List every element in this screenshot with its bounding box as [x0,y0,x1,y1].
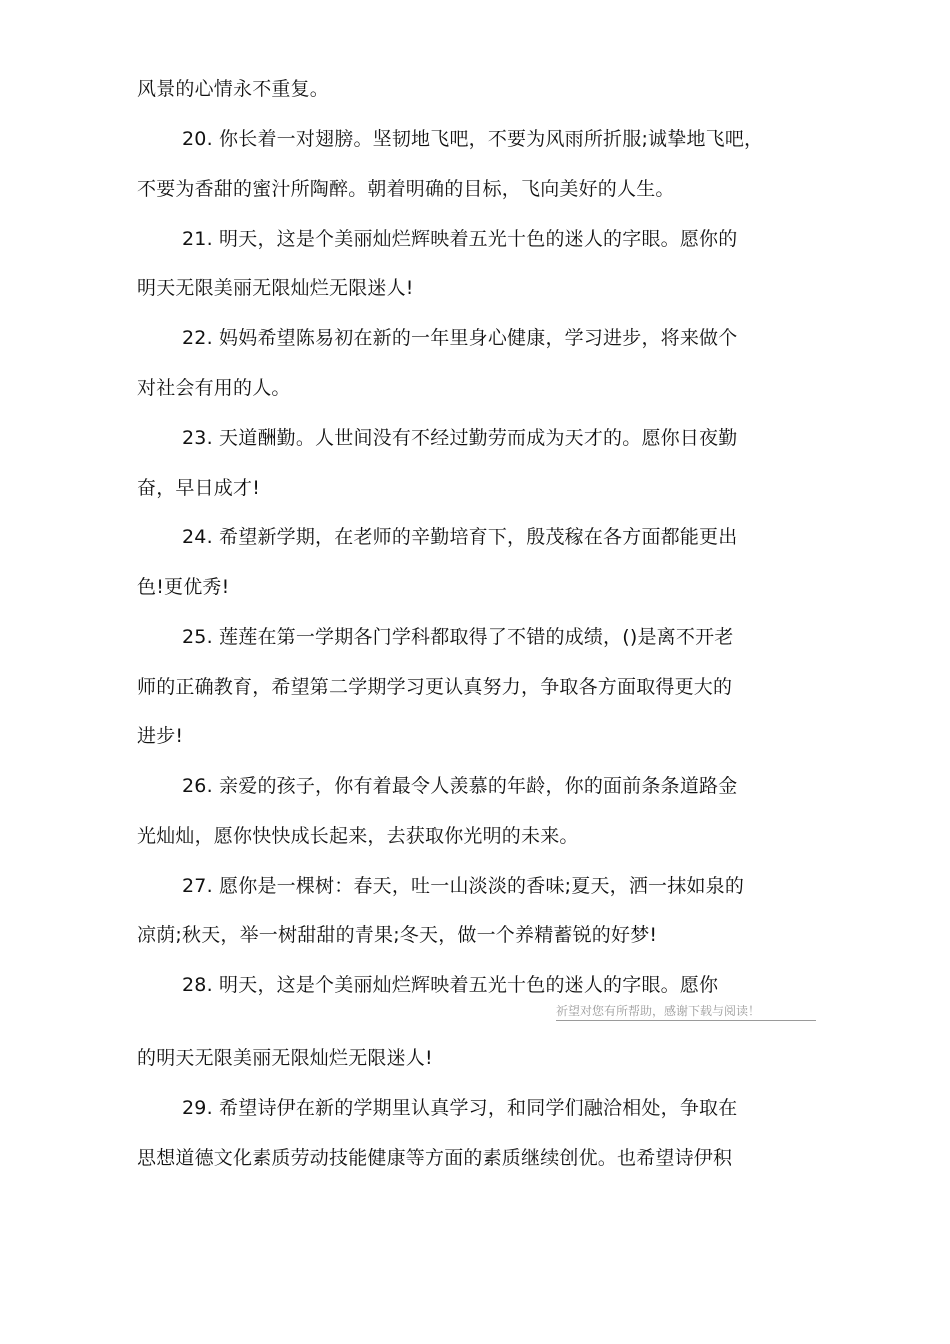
text-line: 凉荫;秋天，举一树甜甜的青果;冬天，做一个养精蓄锐的好梦! [137,924,658,946]
text-line: 光灿灿，愿你快快成长起来，去获取你光明的未来。 [137,825,579,847]
text-line: 思想道德文化素质劳动技能健康等方面的素质继续创优。也希望诗伊积 [137,1147,733,1169]
text-line: 风景的心情永不重复。 [137,78,330,100]
text-line: 20. 你长着一对翅膀。坚韧地飞吧，不要为风雨所折服;诚挚地飞吧， [182,128,764,150]
text-line: 26. 亲爱的孩子，你有着最令人羡慕的年龄，你的面前条条道路金 [182,775,738,797]
text-line: 师的正确教育，希望第二学期学习更认真努力，争取各方面取得更大的 [137,676,733,698]
text-line: 21. 明天，这是个美丽灿烂辉映着五光十色的迷人的字眼。愿你的 [182,228,738,250]
text-line: 24. 希望新学期，在老师的辛勤培育下，殷茂稼在各方面都能更出 [182,526,738,548]
download-footer-note: 祈望对您有所帮助，感谢下载与阅读！ [556,1003,816,1021]
text-line: 色!更优秀! [137,576,230,598]
text-line: 奋，早日成才! [137,477,261,499]
text-line: 22. 妈妈希望陈易初在新的一年里身心健康，学习进步，将来做个 [182,327,738,349]
text-line: 28. 明天，这是个美丽灿烂辉映着五光十色的迷人的字眼。愿你 [182,974,719,996]
text-line: 的明天无限美丽无限灿烂无限迷人! [137,1047,433,1069]
text-line: 对社会有用的人。 [137,377,291,399]
text-line: 25. 莲莲在第一学期各门学科都取得了不错的成绩，()是离不开老 [182,626,734,648]
text-line: 23. 天道酬勤。人世间没有不经过勤劳而成为天才的。愿你日夜勤 [182,427,738,449]
text-line: 进步! [137,725,184,747]
text-line: 27. 愿你是一棵树：春天，吐一山淡淡的香味;夏天，洒一抹如泉的 [182,875,745,897]
text-line: 不要为香甜的蜜汁所陶醉。朝着明确的目标，飞向美好的人生。 [137,178,675,200]
text-line: 明天无限美丽无限灿烂无限迷人! [137,277,414,299]
text-line: 29. 希望诗伊在新的学期里认真学习，和同学们融洽相处，争取在 [182,1097,738,1119]
